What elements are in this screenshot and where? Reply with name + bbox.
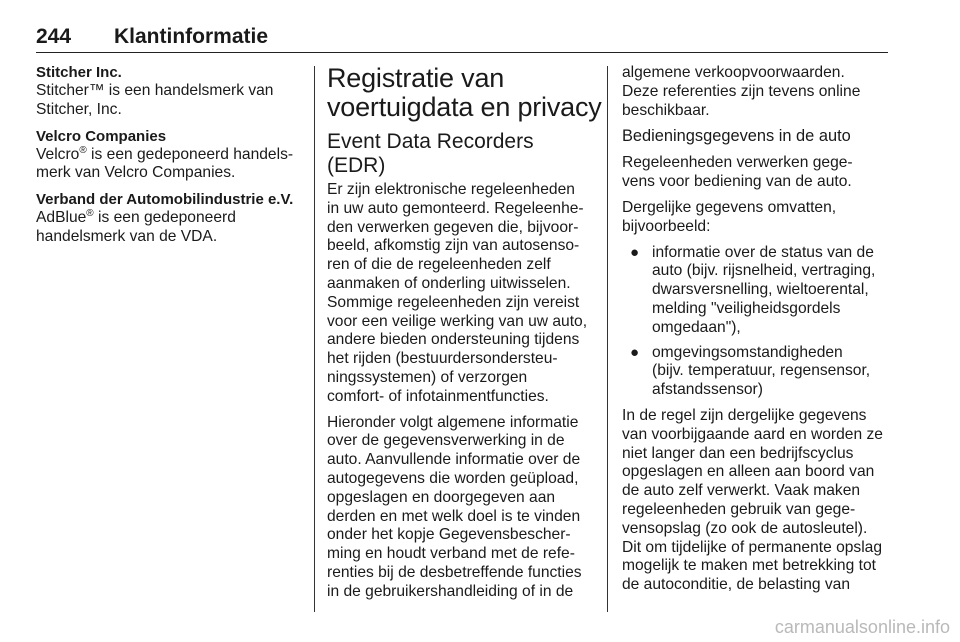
column-divider-1	[314, 66, 315, 612]
chapter-title: Klantinformatie	[114, 25, 269, 48]
trademark-description: Stitcher™ is een handelsmerk van Stitcher, Inc.	[36, 82, 274, 118]
main-column	[327, 63, 602, 609]
trademark-vda	[36, 191, 304, 247]
text-line: autogegevens die worden geüpload,	[327, 469, 579, 487]
trademark-description: AdBlue® is een gedeponeerd handelsmerk van de VDA.	[36, 208, 236, 245]
text-line: omgevingsomstandigheden	[652, 343, 843, 361]
text-line: andere bieden ondersteuning tijdens	[327, 331, 580, 349]
trademarks-column	[36, 64, 304, 255]
text-line: Dergelijke gegevens omvatten,	[622, 198, 837, 216]
list-item	[622, 344, 888, 400]
page-number: 244	[36, 25, 72, 48]
main-title: Registratie van voertuigdata en privacy	[327, 63, 602, 122]
text-line: (bijv. temperatuur, regensensor,	[652, 362, 871, 380]
text-line: den verwerken gegeven die, bijvoor-	[327, 218, 579, 236]
text-line: In de regel zijn dergelijke gegevens	[622, 406, 867, 424]
text-line: opgeslagen en alleen aan boord van	[622, 463, 875, 481]
text-line: het rijden (bestuurdersondersteu-	[327, 350, 558, 368]
text-line: omgedaan"),	[652, 318, 741, 336]
trademark-stitcher	[36, 64, 304, 120]
paragraph	[622, 64, 888, 120]
trademark-velcro	[36, 128, 304, 184]
text-line: algemene verkoopvoorwaarden.	[622, 64, 845, 81]
text-line: Sommige regeleenheden zijn vereist	[327, 293, 580, 311]
text-line: ningssystemen) of verzorgen	[327, 368, 528, 386]
bullet-icon: ●	[630, 243, 640, 261]
text-line: informatie over de status van de	[652, 243, 874, 261]
text-line: de autoconditie, de belasting van	[622, 576, 851, 594]
text-line: auto (bijv. rijsnelheid, vertraging,	[652, 262, 876, 280]
text-line: Hieronder volgt algemene informatie	[327, 413, 579, 431]
text-line: niet langer dan een bedrijfscyclus	[622, 444, 854, 462]
paragraph	[327, 414, 593, 602]
text-line: opgeslagen en doorgegeven aan	[327, 488, 556, 506]
text-line: Dit om tijdelijke of permanente opslag	[622, 538, 883, 556]
right-column	[622, 64, 888, 602]
text-line: bijvoorbeeld:	[622, 217, 711, 235]
text-line: auto. Aanvullende informatie over de	[327, 451, 581, 469]
text-line: dwarsversnelling, wieltoerental,	[652, 281, 869, 299]
text-line: onder het kopje Gegevensbescher-	[327, 526, 571, 544]
text-line: derden en met welk doel is te vinden	[327, 507, 581, 525]
text-line: melding "veiligheidsgordels	[652, 299, 841, 317]
subsection-title: Bedieningsgegevens in de auto	[622, 127, 851, 146]
text-line: vens voor bediening van de auto.	[622, 173, 852, 191]
text-line: mogelijk te maken met betrekking tot	[622, 557, 876, 575]
text-line: Er zijn elektronische regeleenheden	[327, 181, 575, 198]
paragraph	[622, 154, 888, 192]
text-line: vensopslag (zo ook de autosleutel).	[622, 519, 868, 537]
trademark-description: Velcro® is een gedeponeerd handels- merk van Velcro Companies.	[36, 144, 294, 182]
column-divider-2	[607, 66, 608, 612]
text-line: in de gebruikershandleiding of in de	[327, 582, 574, 600]
registered-mark: ®	[86, 208, 94, 219]
paragraph	[327, 181, 593, 407]
text-line: ming en houdt verband met de refe-	[327, 545, 575, 563]
text-line: voor een veilige werking van uw auto,	[327, 312, 588, 330]
paragraph	[622, 407, 888, 595]
text-line: over de gegevensverwerking in de	[327, 432, 565, 450]
text-line: de auto zelf verwerkt. Vaak maken	[622, 482, 861, 500]
text-line: regeleenheden gebruik van gege-	[622, 500, 856, 518]
text-line: Regeleenheden verwerken gege-	[622, 154, 853, 172]
trademark-company: Velcro Companies	[36, 127, 167, 145]
page-header	[36, 24, 888, 53]
text-line: renties bij de desbetreffende functies	[327, 563, 582, 581]
bullet-list	[622, 244, 888, 400]
bullet-icon: ●	[630, 343, 640, 361]
paragraph	[622, 199, 888, 237]
list-item	[622, 244, 888, 338]
text-line: beeld, afkomstig zijn van autosenso-	[327, 237, 580, 255]
registered-mark: ®	[79, 144, 87, 156]
text-line: ren of die de regeleenheden zelf	[327, 256, 551, 274]
text-line: afstandssensor)	[652, 381, 763, 399]
watermark: carmanualsonline.info	[774, 617, 950, 637]
text-line: beschikbaar.	[622, 101, 710, 119]
trademark-company: Stitcher Inc.	[36, 64, 122, 81]
text-line: in uw auto gemonteerd. Regeleenhe-	[327, 199, 584, 217]
text-line: comfort- of infotainmentfuncties.	[327, 387, 549, 405]
text-line: van voorbijgaande aard en worden ze	[622, 425, 883, 443]
trademark-company: Verband der Automobilindustrie e.V.	[36, 191, 294, 209]
text-line: Deze referenties zijn tevens online	[622, 82, 861, 100]
text-line: aanmaken of onderling uitwisselen.	[327, 274, 571, 292]
section-title: Event Data Recorders (EDR)	[327, 130, 534, 177]
